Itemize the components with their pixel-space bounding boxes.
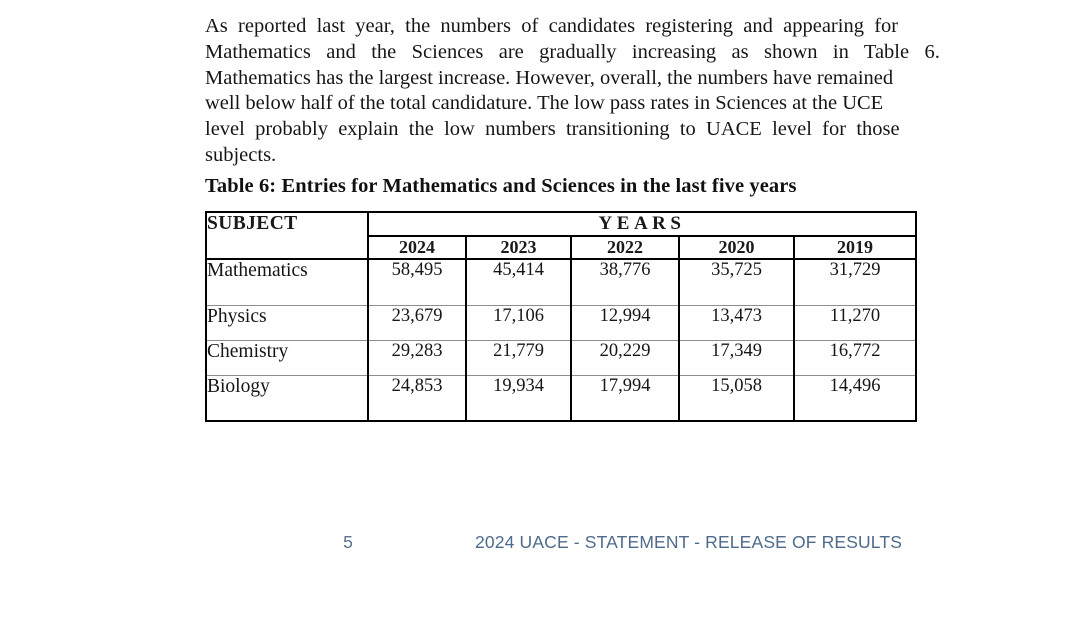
cell-mathematics-2022: 38,776	[571, 259, 679, 305]
column-header-year-2020: 2020	[679, 236, 794, 259]
footer-title: 2024 UACE - STATEMENT - RELEASE OF RESULTS	[475, 532, 903, 552]
paragraph-line: Mathematics and the Sciences are gradually increasing as shown in Table 6.	[205, 40, 940, 63]
row-label-mathematics: Mathematics	[206, 259, 368, 305]
paragraph-line: Mathematics has the largest increase. However, overall, the numbers have remained	[205, 66, 894, 89]
column-header-subject: SUBJECT	[206, 212, 368, 259]
cell-biology-2023: 19,934	[466, 375, 571, 421]
cell-biology-2022: 17,994	[571, 375, 679, 421]
entries-table	[205, 211, 917, 422]
table-row	[206, 259, 916, 305]
cell-mathematics-2024: 58,495	[368, 259, 466, 305]
cell-chemistry-2023: 21,779	[466, 340, 571, 375]
paragraph-line: level probably explain the low numbers transitioning to UACE level for those	[205, 118, 900, 141]
table-row	[206, 305, 916, 340]
column-header-year-2024: 2024	[368, 236, 466, 259]
cell-chemistry-2020: 17,349	[679, 340, 794, 375]
cell-chemistry-2022: 20,229	[571, 340, 679, 375]
table-head	[206, 212, 916, 259]
column-header-year-2023: 2023	[466, 236, 571, 259]
cell-physics-2019: 11,270	[794, 305, 916, 340]
cell-chemistry-2019: 16,772	[794, 340, 916, 375]
row-label-physics: Physics	[206, 305, 368, 340]
entries-table-wrapper	[205, 211, 915, 422]
column-header-year-2019: 2019	[794, 236, 916, 259]
cell-biology-2020: 15,058	[679, 375, 794, 421]
column-header-year-2022: 2022	[571, 236, 679, 259]
table-body	[206, 259, 916, 421]
row-label-chemistry: Chemistry	[206, 340, 368, 375]
table-header-row-primary	[206, 212, 916, 236]
page-number: 5	[343, 532, 353, 552]
cell-physics-2023: 17,106	[466, 305, 571, 340]
cell-mathematics-2019: 31,729	[794, 259, 916, 305]
row-label-biology: Biology	[206, 375, 368, 421]
cell-physics-2024: 23,679	[368, 305, 466, 340]
paragraph-line: subjects.	[205, 143, 277, 166]
cell-biology-2019: 14,496	[794, 375, 916, 421]
cell-chemistry-2024: 29,283	[368, 340, 466, 375]
table-row	[206, 340, 916, 375]
column-header-years: YEARS	[368, 212, 916, 236]
cell-mathematics-2023: 45,414	[466, 259, 571, 305]
cell-biology-2024: 24,853	[368, 375, 466, 421]
cell-physics-2020: 13,473	[679, 305, 794, 340]
page-footer	[0, 532, 1079, 556]
paragraph-line: As reported last year, the numbers of candidates registering and appearing for	[205, 15, 899, 37]
table-row	[206, 375, 916, 421]
paragraph-line: well below half of the total candidature. The low pass rates in Sciences at the UCE	[205, 92, 884, 115]
cell-physics-2022: 12,994	[571, 305, 679, 340]
table-caption: Table 6: Entries for Mathematics and Sciences in the last five years	[205, 175, 797, 197]
body-paragraph	[205, 14, 973, 169]
cell-mathematics-2020: 35,725	[679, 259, 794, 305]
